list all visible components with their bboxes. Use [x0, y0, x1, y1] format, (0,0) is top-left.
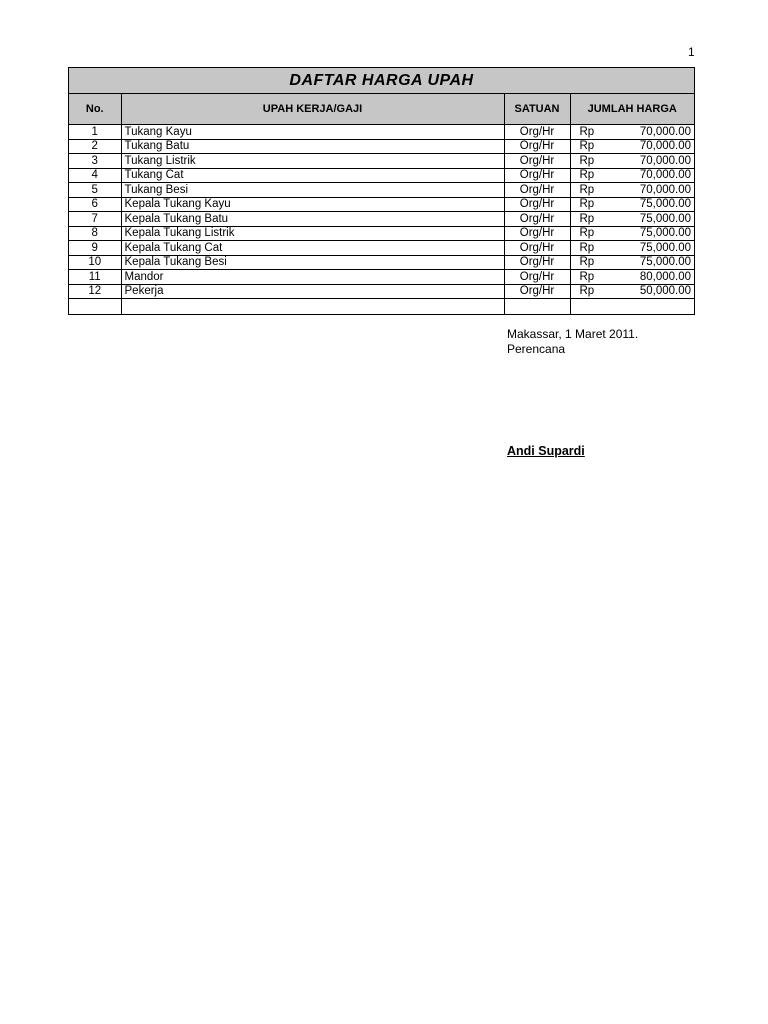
row-number: 5 — [69, 183, 121, 198]
row-unit: Org/Hr — [504, 241, 570, 256]
table-row — [69, 270, 694, 285]
signer-role: Perencana — [507, 342, 566, 356]
wage-table — [69, 94, 694, 314]
row-currency: Rp — [579, 140, 595, 153]
table-row — [69, 197, 694, 212]
table-row — [69, 168, 694, 183]
blank-cell — [504, 299, 570, 315]
row-currency: Rp — [579, 169, 595, 182]
row-name: Pekerja — [121, 284, 504, 299]
row-unit: Org/Hr — [504, 168, 570, 183]
row-unit: Org/Hr — [504, 154, 570, 169]
row-amount-cell — [570, 270, 694, 285]
column-header-satuan: SATUAN — [504, 94, 570, 125]
row-amount-cell — [570, 125, 694, 140]
row-unit: Org/Hr — [504, 139, 570, 154]
row-amount: 75,000.00 — [639, 212, 691, 225]
row-currency: Rp — [579, 212, 595, 225]
row-currency: Rp — [579, 183, 595, 196]
sheet-title: DAFTAR HARGA UPAH — [69, 68, 694, 94]
row-number: 3 — [69, 154, 121, 169]
row-unit: Org/Hr — [504, 284, 570, 299]
row-amount: 70,000.00 — [639, 154, 691, 167]
row-amount-cell — [570, 284, 694, 299]
row-number: 1 — [69, 125, 121, 140]
table-header-row — [69, 94, 694, 125]
row-unit: Org/Hr — [504, 197, 570, 212]
row-amount-cell — [570, 139, 694, 154]
row-currency: Rp — [579, 154, 595, 167]
row-number: 7 — [69, 212, 121, 227]
column-header-uraian: UPAH KERJA/GAJI — [121, 94, 504, 125]
table-row — [69, 139, 694, 154]
row-currency: Rp — [579, 270, 595, 283]
row-amount: 70,000.00 — [639, 183, 691, 196]
row-number: 2 — [69, 139, 121, 154]
row-number: 10 — [69, 255, 121, 270]
row-unit: Org/Hr — [504, 183, 570, 198]
row-name: Tukang Kayu — [121, 125, 504, 140]
row-name: Tukang Besi — [121, 183, 504, 198]
place-date: Makassar, 1 Maret 2011. — [507, 327, 639, 341]
price-list-sheet — [68, 67, 695, 315]
page-number: 1 — [688, 45, 695, 59]
blank-cell — [69, 299, 121, 315]
row-amount-cell — [570, 154, 694, 169]
row-amount: 70,000.00 — [639, 169, 691, 182]
row-unit: Org/Hr — [504, 125, 570, 140]
row-unit: Org/Hr — [504, 226, 570, 241]
row-name: Tukang Listrik — [121, 154, 504, 169]
row-amount-cell — [570, 226, 694, 241]
row-number: 11 — [69, 270, 121, 285]
row-amount: 75,000.00 — [639, 241, 691, 254]
row-unit: Org/Hr — [504, 212, 570, 227]
row-amount: 75,000.00 — [639, 198, 691, 211]
row-currency: Rp — [579, 198, 595, 211]
column-header-no: No. — [69, 94, 121, 125]
row-name: Kepala Tukang Besi — [121, 255, 504, 270]
row-amount: 70,000.00 — [639, 140, 691, 153]
row-name: Mandor — [121, 270, 504, 285]
row-currency: Rp — [579, 227, 595, 240]
table-row — [69, 255, 694, 270]
table-row — [69, 284, 694, 299]
row-currency: Rp — [579, 125, 595, 138]
blank-cell — [570, 299, 694, 315]
row-number: 4 — [69, 168, 121, 183]
row-amount-cell — [570, 241, 694, 256]
row-amount-cell — [570, 212, 694, 227]
row-name: Tukang Batu — [121, 139, 504, 154]
row-number: 8 — [69, 226, 121, 241]
column-header-jumlah: JUMLAH HARGA — [570, 94, 694, 125]
table-row — [69, 212, 694, 227]
row-amount-cell — [570, 168, 694, 183]
row-amount: 50,000.00 — [639, 285, 691, 298]
row-unit: Org/Hr — [504, 270, 570, 285]
table-row — [69, 226, 694, 241]
table-row — [69, 183, 694, 198]
row-name: Kepala Tukang Batu — [121, 212, 504, 227]
row-currency: Rp — [579, 256, 595, 269]
row-name: Kepala Tukang Kayu — [121, 197, 504, 212]
row-amount: 75,000.00 — [639, 256, 691, 269]
row-amount-cell — [570, 255, 694, 270]
row-number: 9 — [69, 241, 121, 256]
row-amount: 70,000.00 — [639, 125, 691, 138]
row-name: Kepala Tukang Cat — [121, 241, 504, 256]
signer-name: Andi Supardi — [507, 444, 585, 458]
row-name: Kepala Tukang Listrik — [121, 226, 504, 241]
row-number: 12 — [69, 284, 121, 299]
blank-row — [69, 299, 694, 315]
row-number: 6 — [69, 197, 121, 212]
table-row — [69, 241, 694, 256]
table-row — [69, 154, 694, 169]
row-currency: Rp — [579, 285, 595, 298]
row-amount-cell — [570, 197, 694, 212]
row-amount-cell — [570, 183, 694, 198]
row-unit: Org/Hr — [504, 255, 570, 270]
row-amount: 75,000.00 — [639, 227, 691, 240]
table-row — [69, 125, 694, 140]
blank-cell — [121, 299, 504, 315]
row-name: Tukang Cat — [121, 168, 504, 183]
row-amount: 80,000.00 — [639, 270, 691, 283]
row-currency: Rp — [579, 241, 595, 254]
